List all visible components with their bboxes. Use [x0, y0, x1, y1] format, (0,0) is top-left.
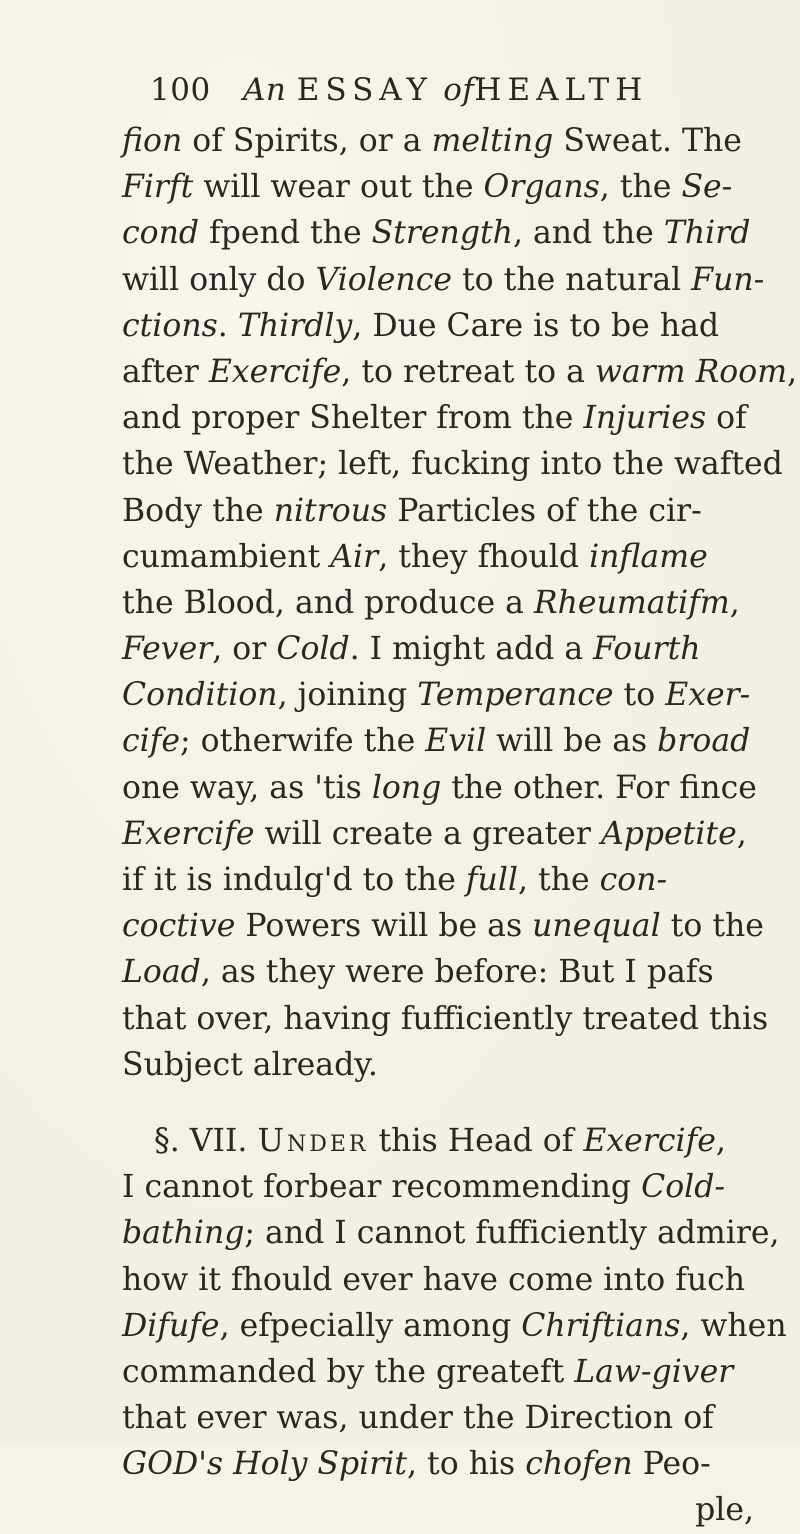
catchword: ple, [695, 1492, 754, 1529]
section-heading-line: §. VII. Under this Head of Exercife, [154, 1122, 726, 1159]
text-line: bathing; and I cannot fufficiently admire, [122, 1215, 780, 1252]
text-line: and proper Shelter from the Injuries of [122, 400, 747, 437]
running-head [150, 72, 648, 108]
text-line: Load, as they were before: But I pafs [122, 954, 714, 991]
text-line: Body the nitrous Particles of the cir- [122, 492, 702, 529]
text-line: cumambient Air, they fhould inflame [122, 538, 708, 575]
text-line: that over, having fufficiently treated this [122, 1000, 769, 1037]
text-line: fion of Spirits, or a melting Sweat. The [122, 123, 742, 159]
page-number: 100 [150, 72, 211, 108]
section-number: §. VII. [154, 1122, 258, 1159]
text-line: Subject already. [122, 1046, 378, 1083]
text-line: if it is indulg'd to the full, the con- [122, 862, 668, 898]
text-line: ctions. Thirdly, Due Care is to be had [122, 307, 720, 344]
text-line: coctive Powers will be as unequal to the [122, 908, 764, 945]
text-line: Condition, joining Temperance to Exer- [122, 677, 751, 714]
section-lead-word: Under [257, 1122, 369, 1159]
text-line: Difufe, efpecially among Chriftians, when [122, 1307, 787, 1344]
text-line: commanded by the greateft Law-giver [122, 1353, 734, 1390]
title-health: HEALTH [474, 72, 649, 108]
text-line: that ever was, under the Direction of [122, 1400, 714, 1437]
text-line: I cannot forbear recommending Cold- [122, 1169, 726, 1206]
text-line: one way, as 'tis long the other. For fince [122, 769, 757, 806]
text-line: will only do Violence to the natural Fun- [122, 261, 765, 298]
text-line: Exercife will create a greater Appetite, [122, 815, 747, 852]
text-line: the Blood, and produce a Rheumatifm, [122, 584, 740, 621]
text-line: GOD's Holy Spirit, to his chofen Peo- [122, 1446, 711, 1483]
text-line: the Weather; left, fucking into the wafted [122, 446, 783, 483]
text-line: how it fhould ever have come into fuch [122, 1261, 746, 1298]
title-essay: ESSAY [296, 72, 433, 108]
body-text [122, 118, 798, 1534]
paragraph-gap [122, 1088, 762, 1118]
text-line: Firft will wear out the Organs, the Se- [122, 169, 733, 206]
text-line: cond fpend the Strength, and the Third [122, 215, 751, 252]
title-of: of [443, 72, 475, 108]
text-line: Fever, or Cold. I might add a Fourth [122, 631, 701, 668]
text-line: after Exercife, to retreat to a warm Room, [122, 353, 798, 390]
text-line: cife; otherwife the Evil will be as broad [122, 723, 751, 760]
title-an: An [243, 72, 287, 108]
